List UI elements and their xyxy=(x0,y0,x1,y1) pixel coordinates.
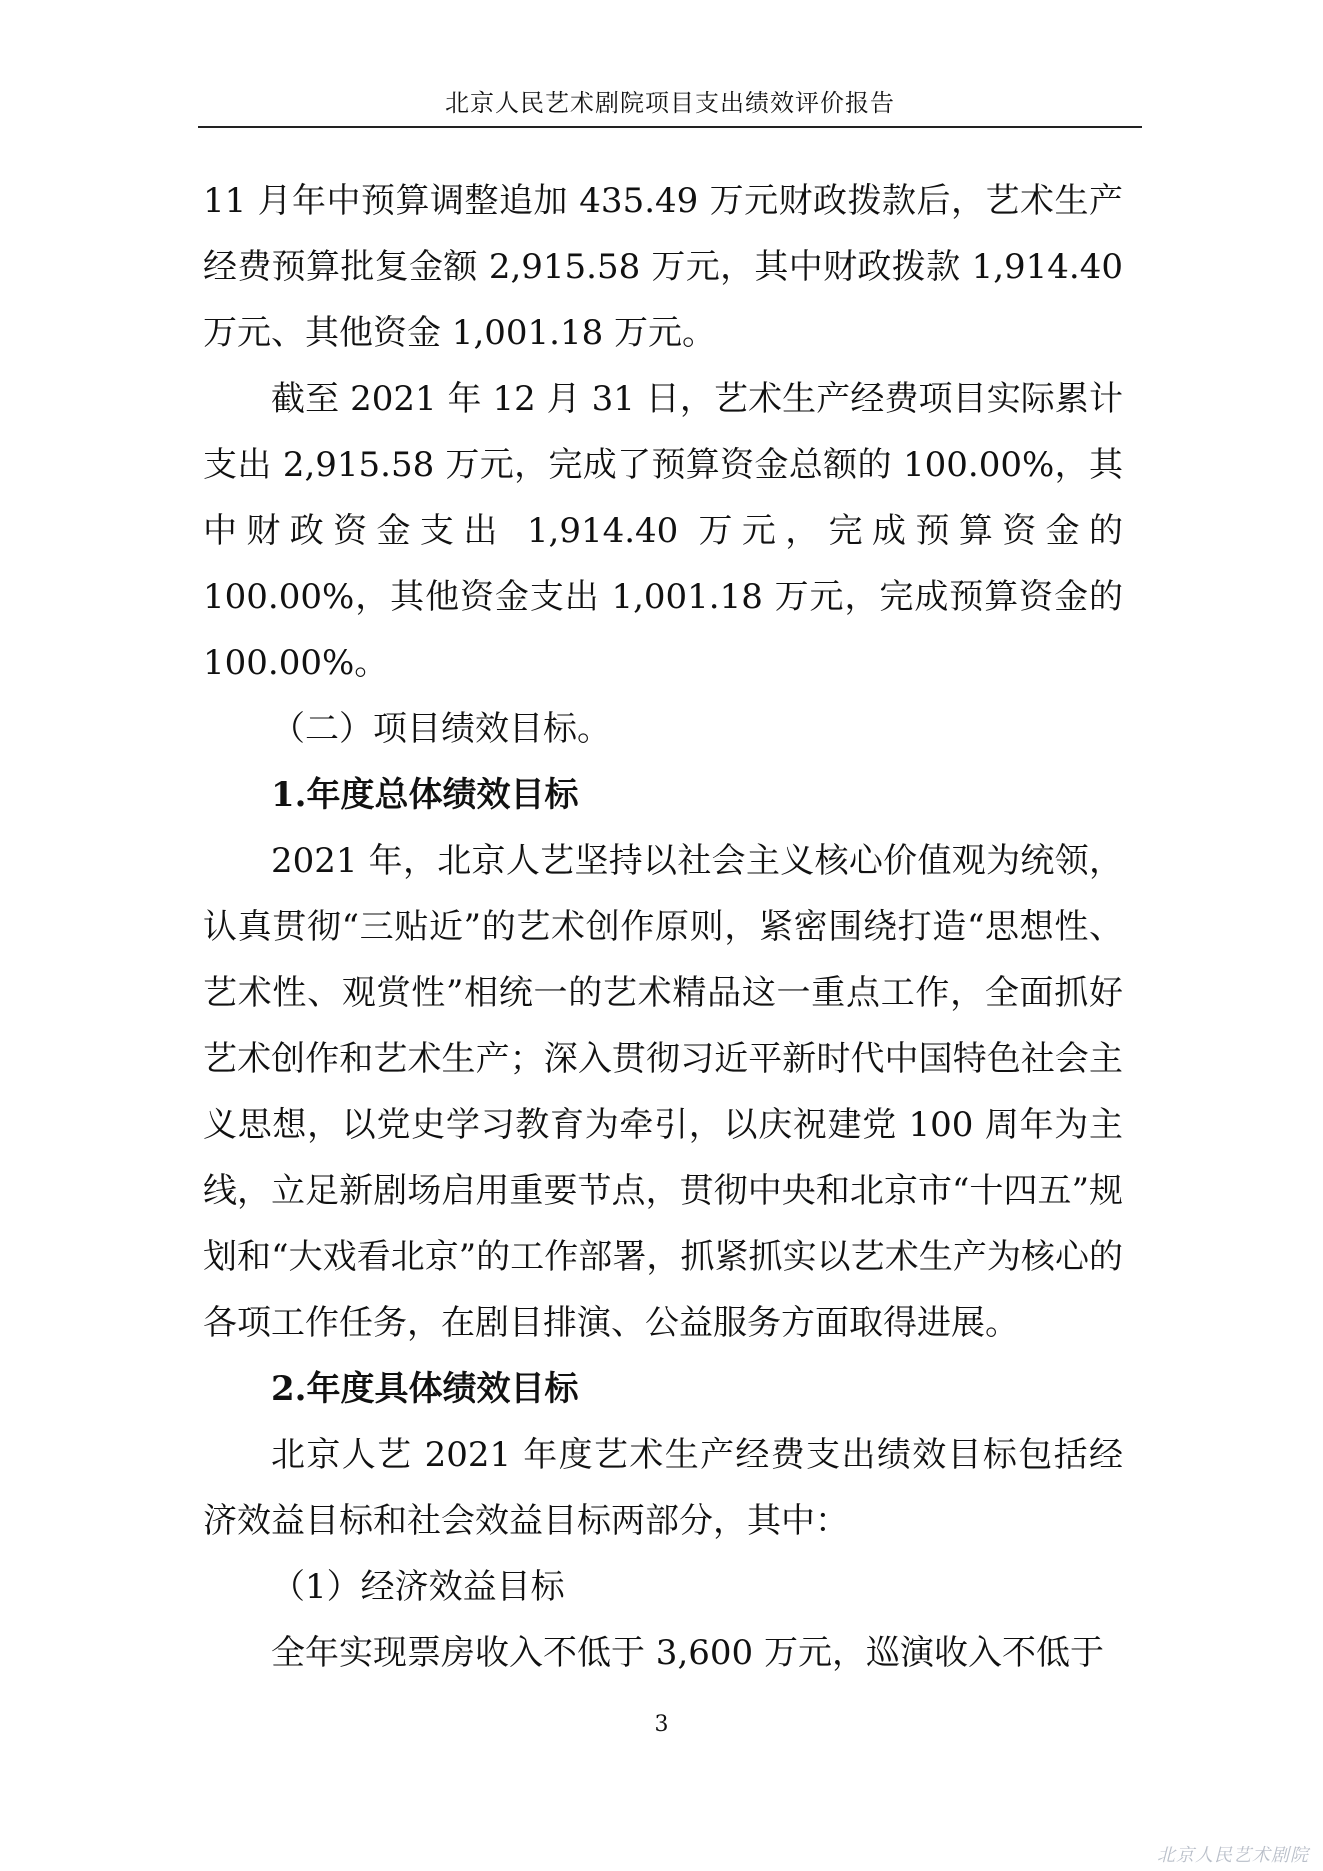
page-number: 3 xyxy=(654,1712,669,1737)
page-header: 北京人民艺术剧院项目支出绩效评价报告 xyxy=(445,89,895,117)
paragraph-specific-goals: 北京人艺 2021 年度艺术生产经费支出绩效目标包括经济效益目标和社会效益目标两部分，其中： xyxy=(203,1435,1123,1541)
paragraph-expenditure: 截至 2021 年 12 月 31 日，艺术生产经费项目实际累计支出 2,915.58 万元，完成了预算资金总额的 100.00%，其中财政资金支出 1,914.40 万元，完成预算资金的 100.00%，其他资金支出 1,001.18 万元，完成预算资金的 100.00%。 xyxy=(203,379,1123,683)
document-body xyxy=(203,168,1123,1686)
heading-annual-overall-goals: 1.年度总体绩效目标 xyxy=(271,775,579,815)
watermark-logo: 北京人民艺术剧院 xyxy=(1157,1845,1309,1866)
header-divider xyxy=(198,126,1142,128)
paragraph-economic-goals: 全年实现票房收入不低于 3,600 万元，巡演收入不低于 xyxy=(271,1633,1104,1673)
paragraph-budget-adjustment: 11 月年中预算调整追加 435.49 万元财政拨款后，艺术生产经费预算批复金额 2,915.58 万元，其中财政拨款 1,914.40 万元、其他资金 1,001.18 万元。 xyxy=(203,181,1123,353)
subheading-economic-goals: （1）经济效益目标 xyxy=(271,1567,565,1607)
section-heading-performance-goals: （二）项目绩效目标。 xyxy=(271,709,611,749)
heading-annual-specific-goals: 2.年度具体绩效目标 xyxy=(271,1369,579,1409)
paragraph-overall-goals: 2021 年，北京人艺坚持以社会主义核心价值观为统领，认真贯彻“三贴近”的艺术创作原则，紧密围绕打造“思想性、艺术性、观赏性”相统一的艺术精品这一重点工作，全面抓好艺术创作和艺术生产；深入贯彻习近平新时代中国特色社会主义思想，以党史学习教育为牵引，以庆祝建党 100 周年为主线，立足新剧场启用重要节点，贯彻中央和北京市“十四五”规划和“大戏看北京”的工作部署，抓紧抓实以艺术生产为核心的各项工作任务，在剧目排演、公益服务方面取得进展。 xyxy=(203,841,1123,1343)
